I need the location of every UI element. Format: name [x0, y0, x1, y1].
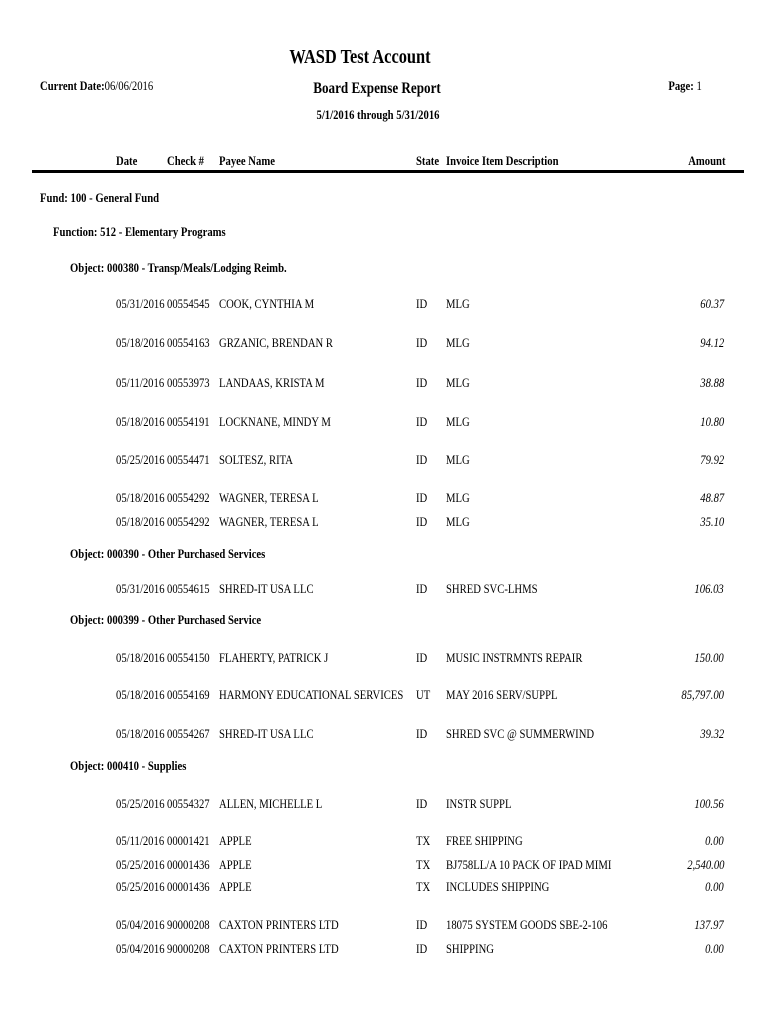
cell-amount: 106.03 — [694, 581, 724, 596]
current-date-label: Current Date: — [40, 78, 105, 93]
cell-state: ID — [416, 917, 428, 932]
cell-desc: MUSIC INSTRMNTS REPAIR — [446, 650, 583, 665]
col-header-state: State — [416, 153, 440, 168]
cell-check: 00001436 — [167, 857, 210, 872]
cell-payee: SHRED-IT USA LLC — [219, 581, 314, 596]
cell-state: ID — [416, 581, 428, 596]
cell-state: UT — [416, 687, 431, 702]
cell-date: 05/04/2016 — [116, 917, 165, 932]
cell-desc: SHRED SVC @ SUMMERWIND — [446, 726, 595, 741]
cell-desc: INCLUDES SHIPPING — [446, 879, 550, 894]
cell-amount: 79.92 — [700, 452, 724, 467]
cell-amount: 0.00 — [705, 833, 724, 848]
cell-state: ID — [416, 514, 428, 529]
cell-payee: LOCKNANE, MINDY M — [219, 414, 331, 429]
report-date-range: 5/1/2016 through 5/31/2016 — [316, 107, 440, 122]
cell-desc: MLG — [446, 414, 470, 429]
col-header-description: Invoice Item Description — [446, 153, 559, 168]
cell-desc: INSTR SUPPL — [446, 796, 512, 811]
cell-amount: 39.32 — [700, 726, 724, 741]
cell-amount: 0.00 — [705, 879, 724, 894]
page-label: Page: — [668, 78, 695, 93]
cell-date: 05/18/2016 — [116, 514, 165, 529]
cell-desc: MAY 2016 SERV/SUPPL — [446, 687, 558, 702]
cell-check: 00554150 — [167, 650, 210, 665]
cell-amount: 94.12 — [700, 335, 724, 350]
cell-amount: 60.37 — [700, 296, 724, 311]
cell-date: 05/18/2016 — [116, 414, 165, 429]
cell-desc: MLG — [446, 490, 470, 505]
cell-state: TX — [416, 857, 431, 872]
cell-amount: 10.80 — [700, 414, 724, 429]
cell-amount: 2,540.00 — [686, 857, 724, 872]
cell-check: 00554169 — [167, 687, 210, 702]
cell-state: ID — [416, 414, 428, 429]
cell-state: ID — [416, 650, 428, 665]
cell-payee: LANDAAS, KRISTA M — [219, 375, 325, 390]
cell-payee: ALLEN, MICHELLE L — [219, 796, 323, 811]
cell-date: 05/04/2016 — [116, 941, 165, 956]
cell-desc: FREE SHIPPING — [446, 833, 523, 848]
cell-date: 05/18/2016 — [116, 726, 165, 741]
cell-amount: 150.00 — [694, 650, 724, 665]
cell-payee: CAXTON PRINTERS LTD — [219, 917, 339, 932]
cell-desc: MLG — [446, 335, 470, 350]
cell-payee: HARMONY EDUCATIONAL SERVICES — [219, 687, 404, 702]
col-header-amount: Amount — [688, 153, 726, 168]
cell-check: 00554292 — [167, 490, 210, 505]
cell-amount: 100.56 — [694, 796, 724, 811]
cell-amount: 0.00 — [705, 941, 724, 956]
cell-payee: COOK, CYNTHIA M — [219, 296, 315, 311]
cell-payee: WAGNER, TERESA L — [219, 490, 319, 505]
cell-state: ID — [416, 726, 428, 741]
cell-amount: 137.97 — [694, 917, 724, 932]
cell-state: ID — [416, 452, 428, 467]
cell-check: 00554292 — [167, 514, 210, 529]
cell-check: 00554545 — [167, 296, 210, 311]
cell-payee: GRZANIC, BRENDAN R — [219, 335, 334, 350]
object-heading: Object: 000410 - Supplies — [70, 758, 187, 773]
cell-payee: WAGNER, TERESA L — [219, 514, 319, 529]
cell-check: 00554615 — [167, 581, 210, 596]
page-number — [669, 78, 702, 94]
cell-state: ID — [416, 296, 428, 311]
cell-check: 00554163 — [167, 335, 210, 350]
cell-date: 05/25/2016 — [116, 857, 165, 872]
cell-date: 05/18/2016 — [116, 490, 165, 505]
cell-date: 05/25/2016 — [116, 796, 165, 811]
cell-date: 05/31/2016 — [116, 581, 165, 596]
cell-date: 05/18/2016 — [116, 687, 165, 702]
cell-state: ID — [416, 941, 428, 956]
cell-desc: BJ758LL/A 10 PACK OF IPAD MIMI — [446, 857, 612, 872]
cell-state: ID — [416, 375, 428, 390]
cell-desc: MLG — [446, 296, 470, 311]
cell-payee: APPLE — [219, 857, 252, 872]
cell-state: ID — [416, 796, 428, 811]
report-title: Board Expense Report — [313, 80, 441, 97]
cell-amount: 38.88 — [700, 375, 724, 390]
header-rule — [32, 170, 744, 173]
cell-payee: SHRED-IT USA LLC — [219, 726, 314, 741]
col-header-check: Check # — [167, 153, 205, 168]
cell-check: 00001421 — [167, 833, 210, 848]
col-header-payee: Payee Name — [219, 153, 275, 168]
cell-desc: SHIPPING — [446, 941, 494, 956]
cell-desc: MLG — [446, 514, 470, 529]
cell-payee: APPLE — [219, 833, 252, 848]
cell-amount: 35.10 — [700, 514, 724, 529]
cell-check: 00001436 — [167, 879, 210, 894]
cell-check: 00554191 — [167, 414, 210, 429]
cell-check: 00553973 — [167, 375, 210, 390]
cell-payee: FLAHERTY, PATRICK J — [219, 650, 329, 665]
object-heading: Object: 000390 - Other Purchased Services — [70, 546, 266, 561]
cell-state: ID — [416, 335, 428, 350]
cell-check: 00554471 — [167, 452, 210, 467]
cell-amount: 48.87 — [700, 490, 724, 505]
col-header-date: Date — [116, 153, 138, 168]
cell-check: 00554267 — [167, 726, 210, 741]
cell-date: 05/31/2016 — [116, 296, 165, 311]
page-value: 1 — [696, 78, 702, 93]
cell-desc: MLG — [446, 375, 470, 390]
current-date — [40, 78, 153, 94]
cell-check: 00554327 — [167, 796, 210, 811]
cell-state: ID — [416, 490, 428, 505]
cell-date: 05/11/2016 — [116, 375, 165, 390]
function-heading: Function: 512 - Elementary Programs — [53, 224, 226, 239]
cell-date: 05/25/2016 — [116, 452, 165, 467]
cell-desc: MLG — [446, 452, 470, 467]
cell-date: 05/11/2016 — [116, 833, 165, 848]
cell-payee: CAXTON PRINTERS LTD — [219, 941, 339, 956]
cell-state: TX — [416, 879, 431, 894]
cell-desc: SHRED SVC-LHMS — [446, 581, 538, 596]
fund-heading: Fund: 100 - General Fund — [40, 190, 160, 205]
cell-date: 05/18/2016 — [116, 335, 165, 350]
cell-state: TX — [416, 833, 431, 848]
cell-date: 05/18/2016 — [116, 650, 165, 665]
cell-check: 90000208 — [167, 941, 210, 956]
cell-amount: 85,797.00 — [681, 687, 724, 702]
report-account-title: WASD Test Account — [289, 46, 431, 68]
cell-payee: APPLE — [219, 879, 252, 894]
current-date-value: 06/06/2016 — [104, 78, 154, 93]
object-heading: Object: 000399 - Other Purchased Service — [70, 612, 262, 627]
cell-payee: SOLTESZ, RITA — [219, 452, 293, 467]
cell-check: 90000208 — [167, 917, 210, 932]
cell-date: 05/25/2016 — [116, 879, 165, 894]
object-heading: Object: 000380 - Transp/Meals/Lodging Reimb. — [70, 260, 287, 275]
cell-desc: 18075 SYSTEM GOODS SBE-2-106 — [446, 917, 608, 932]
